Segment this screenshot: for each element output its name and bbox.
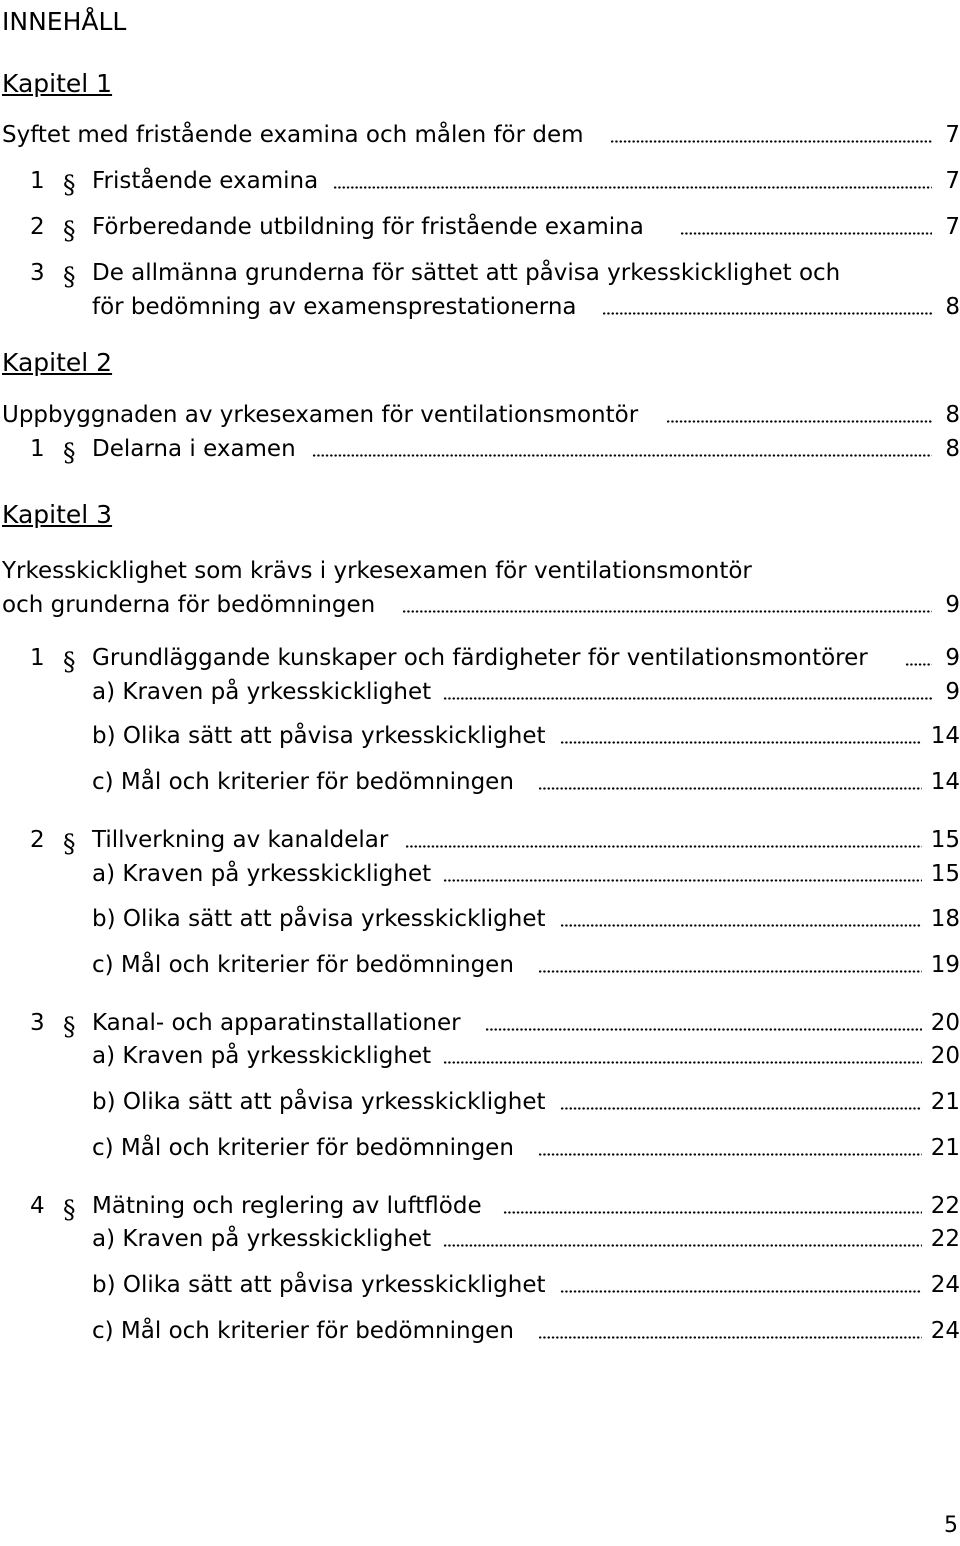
section-number: 4 <box>30 1193 45 1219</box>
leader-dots <box>610 140 932 143</box>
toc-entry-title: Syftet med fristående examina och målen för dem <box>2 122 584 148</box>
toc-entry-page: 24 <box>930 1318 960 1344</box>
toc-entry-page: 8 <box>945 436 960 462</box>
toc-entry-title-line-1: De allmänna grunderna för sättet att påvisa yrkesskicklighet och <box>92 260 841 286</box>
section-symbol-icon: § <box>63 647 76 676</box>
section-symbol-icon: § <box>63 1012 76 1041</box>
chapter-3-label[interactable]: Kapitel 3 <box>2 500 113 529</box>
leader-dots <box>905 663 932 666</box>
toc-entry-page: 18 <box>930 906 960 932</box>
toc-entry-1-2[interactable] <box>0 212 960 246</box>
toc-entry-page: 7 <box>945 122 960 148</box>
leader-dots <box>560 741 922 744</box>
toc-entry-page: 22 <box>930 1193 960 1219</box>
section-symbol-icon: § <box>63 829 76 858</box>
toc-sub-title: a) Kraven på yrkesskicklighet <box>92 1043 432 1069</box>
section-symbol-icon: § <box>63 1195 76 1224</box>
toc-sub-3-4-b[interactable] <box>0 1270 960 1304</box>
chapter-2-label[interactable]: Kapitel 2 <box>2 348 113 377</box>
toc-entry-page: 21 <box>930 1135 960 1161</box>
toc-entry-title: Kanal- och apparatinstallationer <box>92 1010 461 1036</box>
footer-page-number: 5 <box>944 1513 958 1538</box>
section-number: 3 <box>30 260 45 286</box>
toc-entry-2-1[interactable] <box>0 434 960 468</box>
leader-dots <box>503 1211 922 1214</box>
toc-entry-page: 20 <box>930 1043 960 1069</box>
toc-entry-page: 15 <box>930 827 960 853</box>
leader-dots <box>333 186 932 189</box>
leader-dots <box>443 697 932 700</box>
toc-sub-3-2-b[interactable] <box>0 904 960 938</box>
toc-sub-title: a) Kraven på yrkesskicklighet <box>92 679 432 705</box>
toc-entry-chapter-3-cont[interactable] <box>0 590 960 624</box>
toc-entry-title: Mätning och reglering av luftflöde <box>92 1193 482 1219</box>
toc-sub-title: b) Olika sätt att påvisa yrkesskicklighet <box>92 906 546 932</box>
leader-dots <box>680 232 932 235</box>
toc-sub-3-1-c[interactable] <box>0 767 960 801</box>
toc-sub-title: a) Kraven på yrkesskicklighet <box>92 1226 432 1252</box>
toc-sub-title: c) Mål och kriterier för bedömningen <box>92 769 514 795</box>
section-number: 2 <box>30 214 45 240</box>
toc-entry-title-line-1: Yrkesskicklighet som krävs i yrkesexamen för ventilationsmontör <box>2 558 752 584</box>
toc-entry-1-3-cont[interactable] <box>0 292 960 326</box>
leader-dots <box>443 879 922 882</box>
leader-dots <box>560 924 922 927</box>
section-symbol-icon: § <box>63 262 76 291</box>
toc-heading: INNEHÅLL <box>2 7 127 36</box>
leader-dots <box>560 1290 922 1293</box>
toc-entry-page: 7 <box>945 214 960 240</box>
leader-dots <box>666 420 932 423</box>
section-number: 2 <box>30 827 45 853</box>
section-symbol-icon: § <box>63 216 76 245</box>
leader-dots <box>443 1061 922 1064</box>
toc-sub-3-1-a[interactable] <box>0 677 960 711</box>
toc-entry-page: 8 <box>945 402 960 428</box>
section-number: 1 <box>30 645 45 671</box>
toc-entry-page: 14 <box>930 723 960 749</box>
toc-sub-title: b) Olika sätt att påvisa yrkesskicklighet <box>92 1272 546 1298</box>
toc-entry-page: 7 <box>945 168 960 194</box>
leader-dots <box>560 1107 922 1110</box>
toc-sub-title: c) Mål och kriterier för bedömningen <box>92 1135 514 1161</box>
toc-entry-title-line-2: för bedömning av examensprestationerna <box>92 294 577 320</box>
leader-dots <box>485 1028 922 1031</box>
leader-dots <box>538 970 922 973</box>
toc-entry-3-4[interactable] <box>0 1191 960 1225</box>
section-number: 3 <box>30 1010 45 1036</box>
toc-entry-title: Uppbyggnaden av yrkesexamen för ventilationsmontör <box>2 402 639 428</box>
toc-entry-page: 15 <box>930 861 960 887</box>
toc-entry-3-3[interactable] <box>0 1008 960 1042</box>
section-symbol-icon: § <box>63 438 76 467</box>
toc-sub-3-4-c[interactable] <box>0 1316 960 1350</box>
toc-sub-3-1-b[interactable] <box>0 721 960 755</box>
toc-sub-3-4-a[interactable] <box>0 1224 960 1258</box>
toc-sub-title: a) Kraven på yrkesskicklighet <box>92 861 432 887</box>
toc-entry-title-line-2: och grunderna för bedömningen <box>2 592 376 618</box>
leader-dots <box>602 312 932 315</box>
toc-entry-page: 19 <box>930 952 960 978</box>
toc-entry-chapter-2[interactable] <box>0 400 960 434</box>
toc-entry-3-1[interactable] <box>0 643 960 677</box>
toc-sub-title: b) Olika sätt att påvisa yrkesskicklighet <box>92 723 546 749</box>
leader-dots <box>402 610 932 613</box>
section-number: 1 <box>30 436 45 462</box>
section-symbol-icon: § <box>63 170 76 199</box>
toc-entry-page: 22 <box>930 1226 960 1252</box>
leader-dots <box>538 1153 922 1156</box>
toc-sub-title: c) Mål och kriterier för bedömningen <box>92 1318 514 1344</box>
toc-sub-title: b) Olika sätt att påvisa yrkesskicklighet <box>92 1089 546 1115</box>
toc-entry-3-2[interactable] <box>0 825 960 859</box>
toc-entry-page: 20 <box>930 1010 960 1036</box>
chapter-1-label[interactable]: Kapitel 1 <box>2 69 113 98</box>
toc-entry-page: 14 <box>930 769 960 795</box>
toc-entry-page: 21 <box>930 1089 960 1115</box>
toc-sub-title: c) Mål och kriterier för bedömningen <box>92 952 514 978</box>
leader-dots <box>443 1244 922 1247</box>
toc-entry-title: Delarna i examen <box>92 436 296 462</box>
section-number: 1 <box>30 168 45 194</box>
toc-entry-title: Grundläggande kunskaper och färdigheter för ventilationsmontörer <box>92 645 868 671</box>
toc-sub-3-3-b[interactable] <box>0 1087 960 1121</box>
toc-entry-1-3[interactable] <box>0 258 960 292</box>
toc-entry-title: Fristående examina <box>92 168 319 194</box>
toc-entry-title: Förberedande utbildning för fristående examina <box>92 214 644 240</box>
toc-sub-3-3-c[interactable] <box>0 1133 960 1167</box>
leader-dots <box>312 454 932 457</box>
toc-entry-1-1[interactable] <box>0 166 960 200</box>
toc-entry-chapter-3[interactable] <box>0 556 960 590</box>
leader-dots <box>538 787 922 790</box>
toc-entry-page: 8 <box>945 294 960 320</box>
toc-entry-chapter-1[interactable] <box>0 120 960 154</box>
toc-entry-page: 24 <box>930 1272 960 1298</box>
toc-entry-page: 9 <box>945 679 960 705</box>
toc-entry-title: Tillverkning av kanaldelar <box>92 827 389 853</box>
leader-dots <box>405 845 922 848</box>
toc-entry-page: 9 <box>945 645 960 671</box>
toc-sub-3-2-a[interactable] <box>0 859 960 893</box>
toc-sub-3-3-a[interactable] <box>0 1041 960 1075</box>
leader-dots <box>538 1336 922 1339</box>
toc-entry-page: 9 <box>945 592 960 618</box>
toc-sub-3-2-c[interactable] <box>0 950 960 984</box>
